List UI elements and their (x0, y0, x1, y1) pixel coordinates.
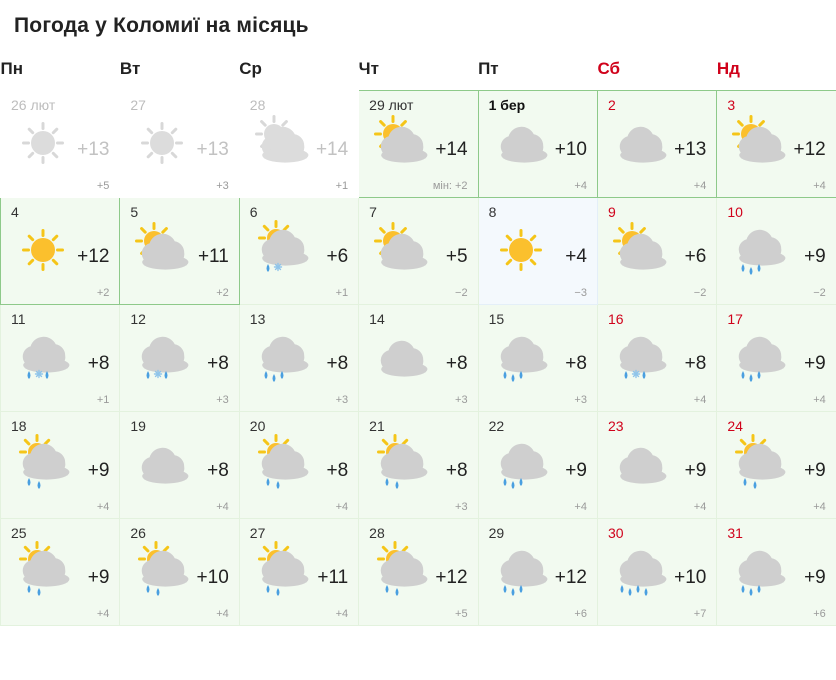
day-low-temp: +4 (574, 500, 587, 513)
day-number: 21 (369, 417, 385, 434)
day-high-temp: +8 (326, 352, 349, 374)
day-cell[interactable] (597, 90, 716, 197)
day-number: 27 (130, 96, 146, 113)
day-cell[interactable] (120, 304, 239, 411)
day-cell[interactable] (239, 197, 358, 304)
weekday-header-4: Пт (478, 48, 597, 90)
weather-cloud-rain-icon (729, 224, 791, 276)
day-cell[interactable] (359, 197, 478, 304)
day-number: 9 (607, 203, 616, 220)
day-number: 28 (249, 96, 266, 113)
day-number: 29 лют (369, 96, 414, 113)
day-number: 11 (11, 310, 26, 327)
day-high-temp: +5 (445, 245, 468, 267)
day-cell[interactable] (120, 518, 239, 625)
day-cell[interactable] (1, 304, 120, 411)
day-cell[interactable] (359, 90, 478, 197)
day-low-temp: мін: +2 (432, 179, 468, 192)
day-high-temp: +13 (77, 138, 110, 160)
day-high-temp: +14 (435, 138, 468, 160)
week-row (1, 90, 836, 197)
day-number: 7 (369, 203, 377, 220)
day-low-temp: +4 (693, 500, 707, 513)
day-cell[interactable] (359, 304, 478, 411)
day-high-temp: +12 (77, 245, 110, 267)
day-low-temp: +3 (335, 393, 349, 406)
day-low-temp: +4 (335, 500, 349, 513)
day-cell[interactable] (597, 518, 716, 625)
weekday-header-0: Пн (1, 48, 120, 90)
day-cell[interactable] (239, 304, 358, 411)
day-low-temp: +1 (96, 393, 110, 406)
day-low-temp: +4 (574, 179, 587, 192)
day-low-temp: −2 (455, 286, 468, 299)
week-row (1, 197, 836, 304)
day-cell[interactable] (478, 304, 597, 411)
weather-cloud-rain-icon (491, 545, 553, 597)
day-low-temp: +4 (813, 393, 826, 406)
day-high-temp: +12 (435, 566, 468, 588)
weather-sun-cloud-rain-icon (371, 545, 433, 597)
weekday-header-3: Чт (359, 48, 478, 90)
day-high-temp: +8 (684, 352, 707, 374)
weather-cloud-icon (491, 117, 553, 169)
day-high-temp: +11 (317, 566, 349, 588)
day-low-temp: +4 (813, 179, 826, 192)
day-number: 27 (249, 524, 266, 541)
weather-sun-cloud-icon (132, 224, 194, 276)
day-low-temp: +4 (96, 500, 110, 513)
weather-sun-cloud-icon (729, 117, 791, 169)
weather-sun-cloud-icon (371, 224, 433, 276)
day-low-temp: +3 (455, 500, 468, 513)
weather-cloud-sleet-icon (610, 331, 672, 383)
weather-cloud-rain-icon (252, 331, 314, 383)
day-number: 26 (130, 524, 146, 541)
weather-sun-cloud-sleet-icon (252, 224, 314, 276)
day-number: 16 (607, 310, 624, 327)
day-number: 12 (130, 310, 146, 327)
page-title: Погода у Коломиї на місяць (14, 14, 309, 37)
day-high-temp: +9 (565, 459, 587, 481)
weather-cloud-rain-icon (491, 438, 553, 490)
day-high-temp: +9 (804, 459, 826, 481)
day-cell[interactable] (120, 411, 239, 518)
day-high-temp: +8 (445, 459, 468, 481)
day-cell[interactable] (717, 90, 836, 197)
day-cell[interactable] (359, 411, 478, 518)
day-cell[interactable] (478, 518, 597, 625)
day-high-temp: +10 (196, 566, 229, 588)
weather-sun-cloud-rain-icon (132, 545, 194, 597)
day-number: 3 (727, 96, 736, 113)
day-high-temp: +9 (804, 245, 826, 267)
day-cell[interactable] (239, 411, 358, 518)
day-low-temp: +6 (813, 607, 826, 620)
weather-cloud-sleet-icon (13, 331, 75, 383)
day-low-temp: +4 (216, 607, 229, 620)
day-high-temp: +8 (565, 352, 587, 374)
day-low-temp: +4 (216, 500, 229, 513)
day-low-temp: +5 (96, 179, 110, 192)
day-high-temp: +6 (326, 245, 349, 267)
weather-sun-cloud-icon (371, 117, 433, 169)
day-cell[interactable] (239, 90, 358, 197)
day-low-temp: +6 (574, 607, 587, 620)
day-cell[interactable] (239, 518, 358, 625)
day-high-temp: +12 (554, 566, 587, 588)
day-cell[interactable] (597, 304, 716, 411)
day-number: 17 (727, 310, 743, 327)
day-low-temp: +2 (216, 286, 229, 299)
weather-sun-cloud-rain-icon (13, 545, 75, 597)
day-cell[interactable] (1, 90, 120, 197)
day-low-temp: +5 (455, 607, 468, 620)
day-high-temp: +11 (197, 245, 229, 267)
weather-sun-icon (132, 117, 194, 169)
day-number: 26 лют (11, 96, 56, 113)
day-number: 5 (130, 203, 139, 220)
day-number: 22 (488, 417, 505, 434)
day-number: 6 (249, 203, 258, 220)
day-low-temp: +4 (96, 607, 110, 620)
weather-cloud-rain-heavy-icon (610, 545, 672, 597)
weather-sun-cloud-rain-icon (252, 438, 314, 490)
weather-sun-icon (13, 117, 75, 169)
day-number: 25 (11, 524, 27, 541)
day-high-temp: +14 (315, 138, 349, 160)
weather-cloud-icon (371, 331, 433, 383)
day-low-temp: +4 (335, 607, 349, 620)
day-cell[interactable] (597, 197, 716, 304)
day-cell[interactable] (717, 411, 836, 518)
day-cell[interactable] (597, 411, 716, 518)
day-number: 14 (369, 310, 385, 327)
day-number: 2 (607, 96, 616, 113)
day-low-temp: −3 (574, 286, 587, 299)
day-number: 31 (727, 524, 743, 541)
day-cell[interactable] (478, 411, 597, 518)
day-number: 13 (249, 310, 266, 327)
day-cell[interactable] (1, 197, 120, 304)
day-high-temp: +10 (554, 138, 587, 160)
day-number: 4 (11, 203, 19, 220)
day-cell[interactable] (717, 518, 836, 625)
day-low-temp: +3 (574, 393, 587, 406)
weekday-header-2: Ср (239, 48, 358, 90)
day-low-temp: +1 (335, 286, 349, 299)
weekday-header-row (1, 48, 836, 90)
weather-cloud-icon (610, 117, 672, 169)
day-number: 8 (488, 203, 497, 220)
day-high-temp: +13 (674, 138, 707, 160)
day-number: 29 (488, 524, 505, 541)
weather-sun-cloud-rain-icon (371, 438, 433, 490)
day-cell[interactable] (717, 197, 836, 304)
day-high-temp: +9 (684, 459, 707, 481)
day-low-temp: +2 (96, 286, 110, 299)
week-row (1, 304, 836, 411)
day-high-temp: +8 (326, 459, 349, 481)
weekday-header-1: Вт (120, 48, 239, 90)
weather-cloud-icon (132, 438, 194, 490)
day-high-temp: +9 (87, 459, 110, 481)
day-number: 30 (607, 524, 624, 541)
day-number: 15 (488, 310, 505, 327)
weather-cloud-sleet-icon (132, 331, 194, 383)
day-high-temp: +8 (445, 352, 468, 374)
day-cell[interactable] (120, 197, 239, 304)
weekday-header-6: Нд (717, 48, 836, 90)
day-cell[interactable] (120, 90, 239, 197)
day-number: 28 (369, 524, 385, 541)
weather-sun-cloud-icon (252, 117, 314, 169)
day-low-temp: +1 (335, 179, 349, 192)
day-high-temp: +6 (684, 245, 707, 267)
day-high-temp: +13 (196, 138, 229, 160)
day-low-temp: +4 (693, 179, 707, 192)
month-weather-calendar (0, 48, 836, 626)
day-high-temp: +12 (793, 138, 826, 160)
day-high-temp: +9 (804, 352, 826, 374)
day-low-temp: −2 (813, 286, 826, 299)
day-cell[interactable] (1, 411, 120, 518)
weather-sun-cloud-icon (610, 224, 672, 276)
weather-sun-icon (491, 224, 553, 276)
day-number: 20 (249, 417, 266, 434)
day-low-temp: +4 (693, 393, 707, 406)
day-cell[interactable] (478, 197, 597, 304)
weather-cloud-rain-icon (729, 331, 791, 383)
day-high-temp: +8 (207, 352, 229, 374)
day-cell[interactable] (717, 304, 836, 411)
weather-sun-cloud-rain-icon (252, 545, 314, 597)
day-number: 23 (607, 417, 624, 434)
day-number: 18 (11, 417, 27, 434)
day-high-temp: +9 (87, 566, 110, 588)
weather-cloud-rain-icon (491, 331, 553, 383)
day-high-temp: +8 (207, 459, 229, 481)
day-high-temp: +4 (565, 245, 587, 267)
weather-sun-cloud-rain-icon (729, 438, 791, 490)
day-low-temp: −2 (693, 286, 707, 299)
day-high-temp: +10 (674, 566, 707, 588)
weather-cloud-rain-icon (729, 545, 791, 597)
day-low-temp: +3 (216, 393, 229, 406)
day-low-temp: +3 (216, 179, 229, 192)
day-low-temp: +3 (455, 393, 468, 406)
day-number: 1 бер (488, 96, 526, 113)
day-cell[interactable] (1, 518, 120, 625)
weekday-header-5: Сб (597, 48, 716, 90)
weather-sun-cloud-rain-icon (13, 438, 75, 490)
day-low-temp: +4 (813, 500, 826, 513)
day-number: 19 (130, 417, 146, 434)
week-row (1, 411, 836, 518)
day-high-temp: +9 (804, 566, 826, 588)
week-row (1, 518, 836, 625)
weather-sun-icon (13, 224, 75, 276)
day-cell[interactable] (478, 90, 597, 197)
weather-cloud-icon (610, 438, 672, 490)
day-cell[interactable] (359, 518, 478, 625)
day-low-temp: +7 (693, 607, 707, 620)
day-number: 24 (727, 417, 743, 434)
day-high-temp: +8 (87, 352, 110, 374)
day-number: 10 (727, 203, 743, 220)
